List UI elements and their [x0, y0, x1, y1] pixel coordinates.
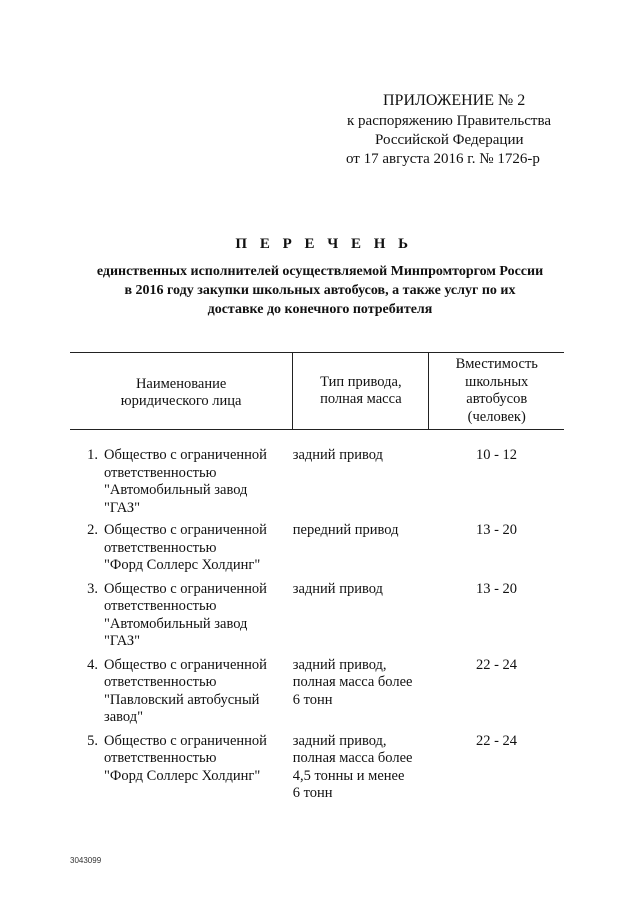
contractors-table: [70, 352, 564, 803]
cell-name: 1. Общество с ограниченной ответственностью "Автомобильный завод "ГАЗ": [70, 430, 293, 518]
cell-drive: задний привод: [292, 447, 383, 463]
row-number: 3.: [87, 580, 98, 597]
document-title: П Е Р Е Ч Е Н Ь: [235, 236, 413, 252]
table-row: [70, 581, 564, 651]
table-row: [70, 430, 564, 518]
document-code: 3043099: [70, 856, 102, 865]
table-row: [70, 657, 564, 727]
appendix-reference-line: Российской Федерации: [375, 132, 524, 148]
cell-capacity: 22 - 24: [475, 656, 518, 673]
cell-capacity: 13 - 20: [475, 580, 518, 597]
cell-name: 3. Общество с ограниченной ответственностью "Автомобильный завод "ГАЗ": [70, 581, 293, 651]
cell-drive: задний привод, полная масса более 6 тонн: [292, 656, 413, 708]
cell-name: 4. Общество с ограниченной ответственностью "Павловский автобусный завод": [70, 657, 293, 727]
row-number: 1.: [87, 447, 98, 463]
cell-capacity: 22 - 24: [475, 732, 518, 749]
row-number: 4.: [87, 656, 98, 673]
cell-drive: задний привод, полная масса более 4,5 тонны и менее 6 тонн: [292, 732, 413, 801]
header-name: Наименование юридического лица: [70, 353, 293, 430]
subtitle-line: в 2016 году закупки школьных автобусов, а также услуг по их: [124, 283, 516, 298]
appendix-title: ПРИЛОЖЕНИЕ № 2: [383, 92, 526, 109]
row-number: 5.: [87, 732, 98, 749]
cell-name: 2. Общество с ограниченной ответственностью "Форд Соллерс Холдинг": [70, 522, 293, 575]
cell-capacity: 10 - 12: [475, 447, 518, 463]
cell-drive: задний привод: [292, 580, 383, 597]
table-row: [70, 733, 564, 803]
header-drive: Тип привода, полная масса: [293, 353, 429, 430]
table-header-row: [70, 353, 564, 430]
cell-name: 5. Общество с ограниченной ответственностью "Форд Соллерс Холдинг": [70, 733, 293, 803]
row-number: 2.: [87, 522, 98, 538]
document-subtitle: [60, 262, 580, 319]
appendix-date-line: от 17 августа 2016 г. № 1726-р: [346, 151, 540, 167]
header-capacity: Вместимость школьных автобусов (человек): [429, 353, 564, 430]
cell-capacity: 13 - 20: [475, 522, 518, 538]
appendix-reference-line: к распоряжению Правительства: [347, 113, 552, 129]
table-row: [70, 522, 564, 575]
subtitle-line: единственных исполнителей осуществляемой Минпромторгом России: [96, 264, 544, 279]
subtitle-line: доставке до конечного потребителя: [207, 302, 433, 317]
cell-drive: передний привод: [292, 522, 399, 538]
